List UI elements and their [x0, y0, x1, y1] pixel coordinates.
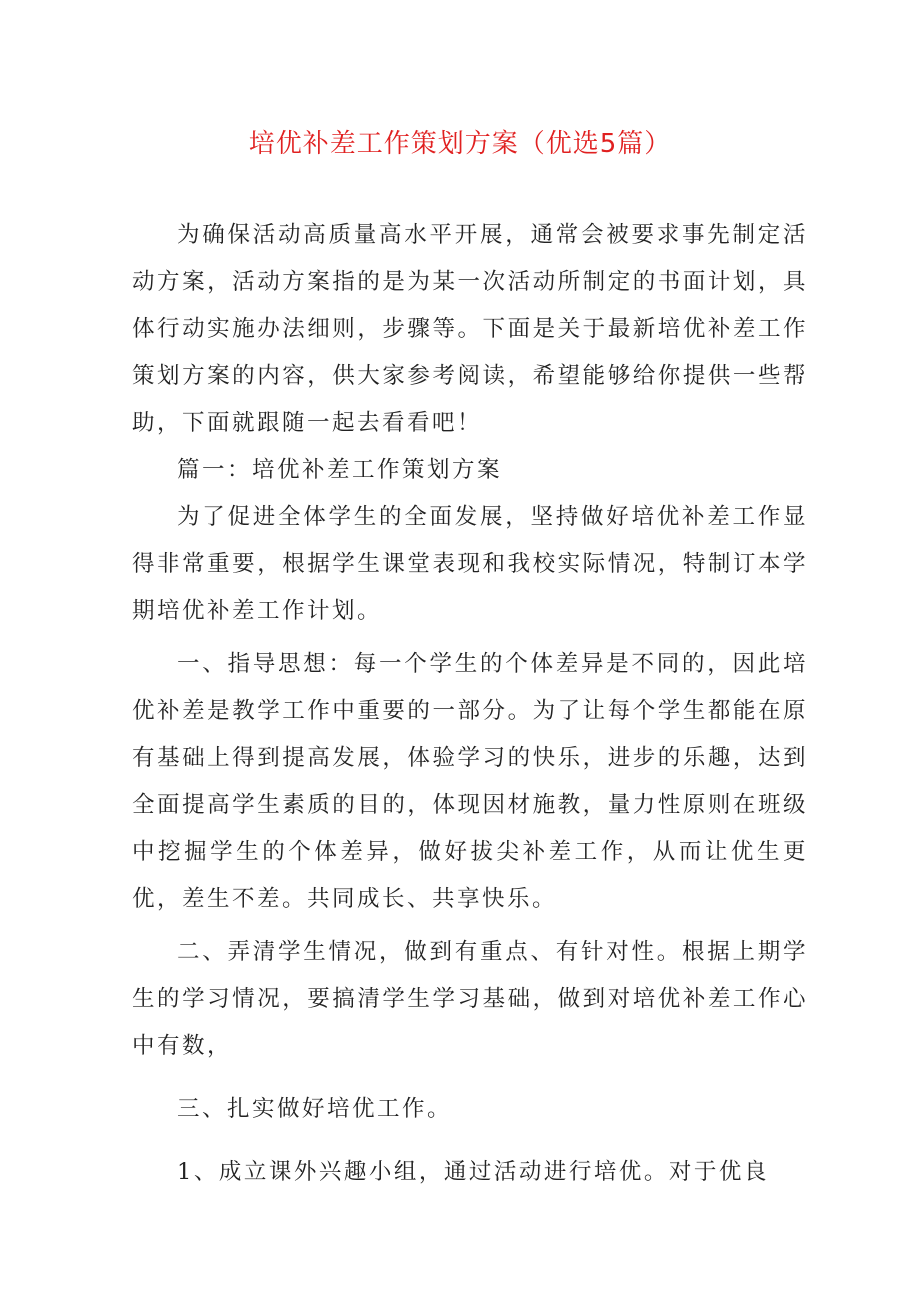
paragraph-student-situation: 二、弄清学生情况，做到有重点、有针对性。根据上期学生的学习情况，要搞清学生学习基础，做到对培优补差工作心中有数， — [132, 939, 808, 1059]
paragraph-guiding-thought: 一、指导思想：每一个学生的个体差异是不同的，因此培优补差是教学工作中重要的一部分。为了让每个学生都能在原有基础上得到提高发展，体验学习的快乐，进步的乐趣，达到全面提高学生素质的目的，体现因材施教，量力性原则在班级中挖掘学生的个体差异，做好拔尖补差工作，从而让优生更优，差生不差。共同成长、共享快乐。 — [132, 651, 808, 912]
paragraph-excellence-work: 三、扎实做好培优工作。 — [177, 1096, 453, 1122]
section-heading-part-one: 篇一：培优补差工作策划方案 — [177, 457, 503, 483]
paragraph-intro: 为确保活动高质量高水平开展，通常会被要求事先制定活动方案，活动方案指的是为某一次活动所制定的书面计划，具体行动实施办法细则，步骤等。下面是关于最新培优补差工作策划方案的内容，供大家参考阅读，希望能够给你提供一些帮助，下面就跟随一起去看看吧！ — [132, 222, 808, 436]
document-body — [132, 212, 808, 1196]
document-title: 培优补差工作策划方案（优选5篇） — [248, 129, 672, 159]
paragraph-interest-group: 1、成立课外兴趣小组，通过活动进行培优。对于优良 — [177, 1159, 769, 1185]
paragraph-purpose: 为了促进全体学生的全面发展，坚持做好培优补差工作显得非常重要，根据学生课堂表现和我校实际情况，特制订本学期培优补差工作计划。 — [132, 504, 808, 624]
